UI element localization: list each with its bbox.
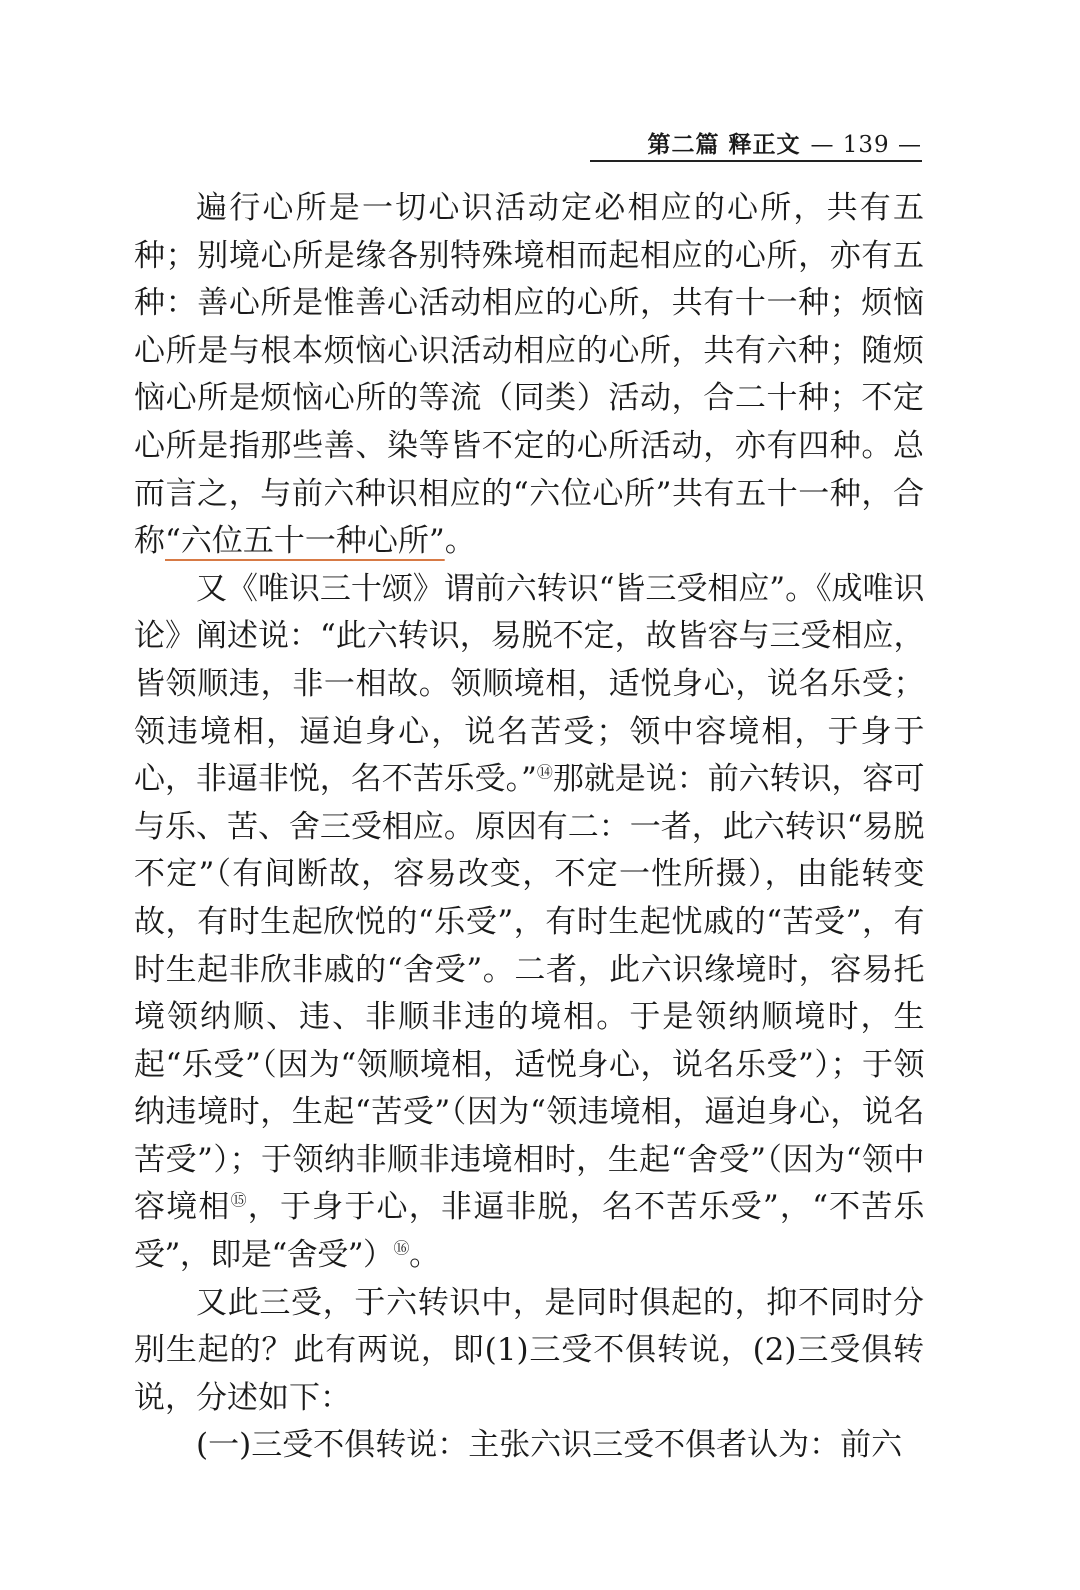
body-text <box>134 185 924 1470</box>
footnote-marker: ⑯ <box>393 1238 410 1258</box>
paragraph-two-views: 又此三受，于六转识中，是同时俱起的，抑不同时分别生起的？此有两说，即(1)三受不俱转说，(2)三受俱转说，分述如下： <box>134 1284 924 1416</box>
highlighted-term: “六位五十一种心所” <box>165 523 445 560</box>
running-header <box>590 124 922 162</box>
page-number: — 139 — <box>810 132 922 158</box>
paragraph-mental-factors: 遍行心所是一切心识活动定必相应的心所，共有五种；别境心所是缘各别特殊境相而起相应的心所，亦有五种：善心所是惟善心活动相应的心所，共有十一种；烦恼心所是与根本烦恼心识活动相应的心所，共有六种；随烦恼心所是烦恼心所的等流（同类）活动，合二十种；不定心所是指那些善、染等皆不定的心所活动，亦有四种。总而言之，与前六种识相应的“六位心所”共有五十一种，合称“六位五十一种心所”。 <box>134 190 924 560</box>
paragraph-view-one: (一)三受不俱转说：主张六识三受不俱者认为：前六 <box>196 1427 903 1464</box>
footnote-marker: ⑭ <box>536 762 553 782</box>
footnote-marker: ⑮ <box>230 1191 248 1211</box>
section-title: 第二篇 释正文 <box>647 131 801 158</box>
paragraph-three-feelings: 又《唯识三十颂》谓前六转识“皆三受相应”。《成唯识论》阐述说：“此六转识，易脱不定，故皆容与三受相应，皆领顺违，非一相故。领顺境相，适悦身心，说名乐受；领违境相，逼迫身心，说名苦受；领中容境相，于身于心，非逼非悦，名不苦乐受。”⑭那就是说：前六转识，容可与乐、苦、舍三受相应。原因有二：一者，此六转识“易脱不定”（有间断故，容易改变，不定一性所摄），由能转变故，有时生起欣悦的“乐受”，有时生起忧戚的“苦受”，有时生起非欣非戚的“舍受”。二者，此六识缘境时，容易托境领纳顺、违、非顺非违的境相。于是领纳顺境时，生起“乐受”（因为“领顺境相，适悦身心，说名乐受”）；于领纳违境时，生起“苦受”（因为“领违境相，逼迫身心，说名苦受”）；于领纳非顺非违境相时，生起“舍受”（因为“领中容境相⑮，于身于心，非逼非脱，名不苦乐受”，“不苦乐受”，即是“舍受”）⑯。 <box>134 570 924 1274</box>
